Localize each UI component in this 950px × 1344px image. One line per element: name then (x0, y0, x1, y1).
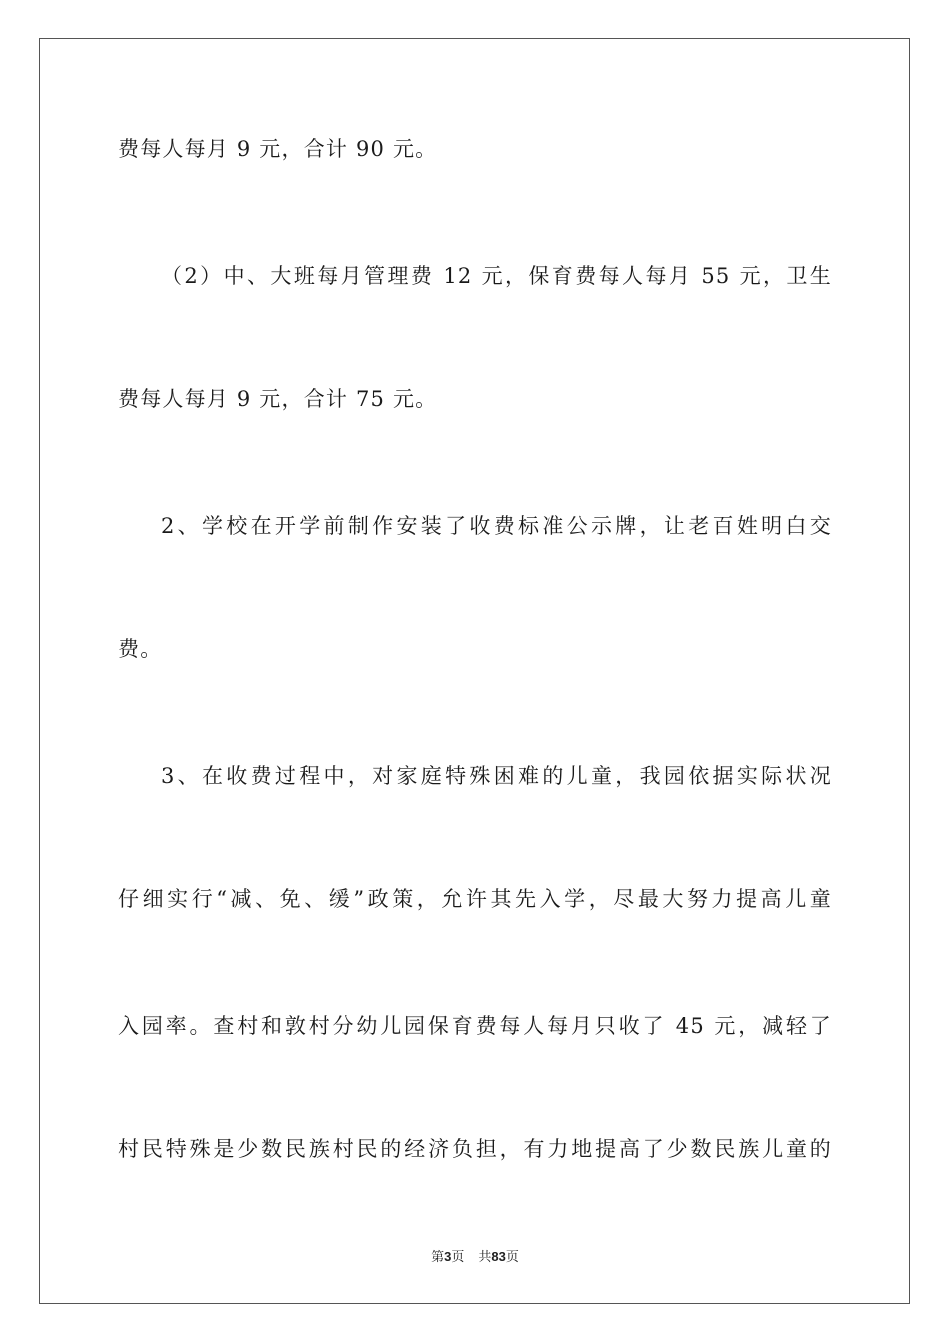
paragraph-line-8: 入园率。查村和敦村分幼儿园保育费每人每月只收了 45 元，减轻了 (118, 1014, 832, 1038)
paragraph-line-7: 仔细实行“减、免、缓”政策，允许其先入学，尽最大努力提高儿童 (118, 887, 832, 911)
page-border (39, 38, 910, 1304)
page-suffix: 页 (451, 1250, 465, 1265)
paragraph-line-5: 费。 (118, 637, 163, 661)
total-suffix: 页 (505, 1250, 519, 1265)
paragraph-line-4: 2、学校在开学前制作安装了收费标准公示牌，让老百姓明白交 (161, 514, 832, 538)
paragraph-line-1: 费每人每月 9 元，合计 90 元。 (118, 137, 438, 161)
paragraph-line-3: 费每人每月 9 元，合计 75 元。 (118, 387, 438, 411)
total-pages: 83 (491, 1249, 506, 1264)
page-number: 3 (444, 1249, 452, 1264)
paragraph-line-9: 村民特殊是少数民族村民的经济负担，有力地提高了少数民族儿童的 (118, 1137, 832, 1161)
total-prefix: 共 (478, 1250, 492, 1265)
paragraph-line-6: 3、在收费过程中，对家庭特殊困难的儿童，我园依据实际状况 (161, 764, 832, 788)
page-prefix: 第 (431, 1250, 445, 1265)
page-footer (0, 1248, 950, 1267)
paragraph-line-2: （2）中、大班每月管理费 12 元，保育费每人每月 55 元，卫生 (161, 264, 832, 288)
